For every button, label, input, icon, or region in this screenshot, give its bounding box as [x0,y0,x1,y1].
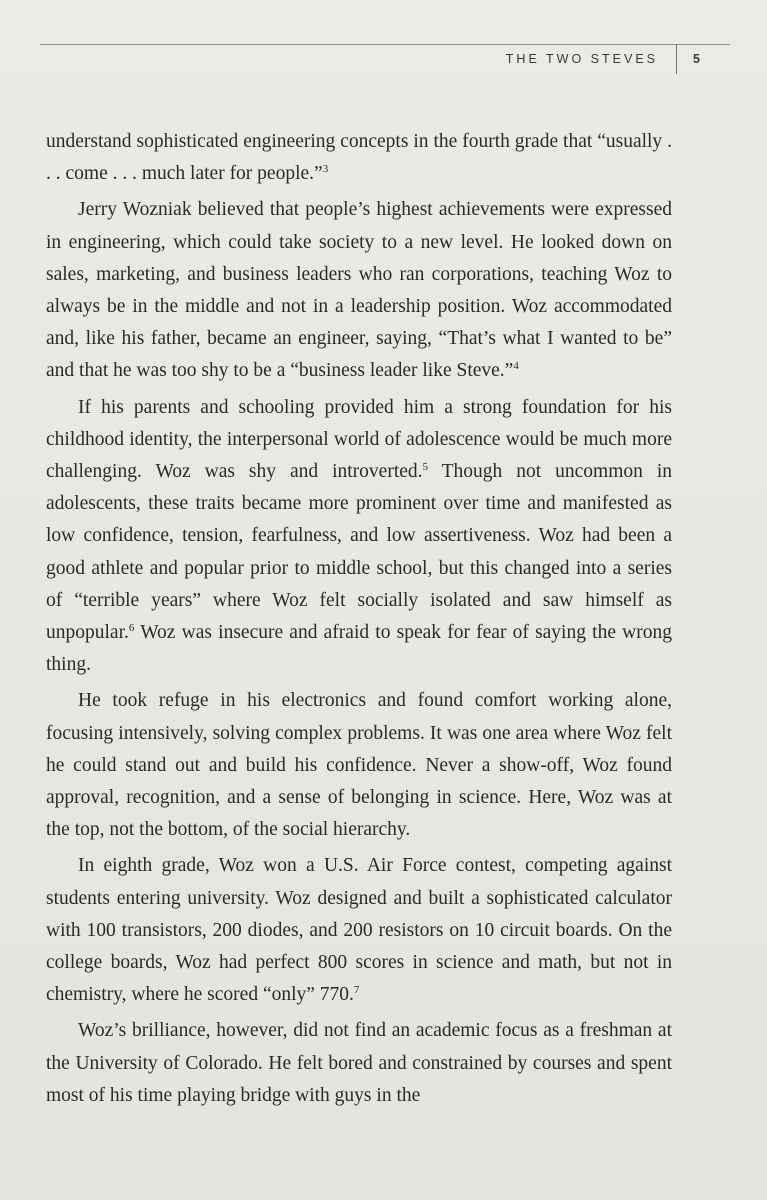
paragraph-4 [46,685,672,846]
footnote-ref[interactable]: 3 [322,163,329,176]
paragraph-text: In eighth grade, Woz won a U.S. Air Force contest, competing against students entering university. Woz designed and built a sophisticated calculator with 100 transistors, 200 diodes, and 200 resistors on 10 circuit boards. On the college boards, Woz had perfect 800 scores in science and math, but not in chemistry, where he scored “only” 770. [46,855,672,1006]
paragraph-3 [46,392,672,682]
paragraph-2 [46,194,672,387]
header-rule [40,44,730,45]
paragraph-1 [46,126,672,190]
paragraph-text: He took refuge in his electronics and found comfort working alone, focusing intensively, solving complex problems. It was one area where Woz felt he could stand out and build his confidence. Never a show-off, Woz found approval, recognition, and a sense of belonging in science. Here, Woz was at the top, not the bottom, of the social hierarchy. [46,690,672,841]
running-head: THE TWO STEVES [505,52,658,66]
page-number: 5 [693,52,700,66]
paragraph-text: Woz was insecure and afraid to speak for fear of saying the wrong thing. [46,622,672,676]
paragraph-5 [46,850,672,1011]
paragraph-text: Jerry Wozniak believed that people’s highest achievements were expressed in engineering, which could take society to a new level. He looked down on sales, marketing, and business leaders who ran corporations, teaching Woz to always be in the middle and not in a leadership position. Woz accommodated and, like his father, became an engineer, saying, “That’s what I wanted to be” and that he was too shy to be a “business leader like Steve.” [46,199,672,382]
paragraph-text: understand sophisticated engineering concepts in the fourth grade that “usually . . . come . . . much later for people.” [46,131,672,185]
paragraph-text: If his parents and schooling provided him a strong foundation for his childhood identity, the interpersonal world of adolescence would be much more challenging. Woz was shy and introverted. [46,396,672,483]
footnote-ref[interactable]: 5 [422,461,429,474]
footnote-ref[interactable]: 7 [353,984,360,997]
paragraph-6 [46,1015,672,1112]
body-text [46,126,672,1116]
footnote-ref[interactable]: 4 [513,360,519,373]
paragraph-text: Though not uncommon in adolescents, these traits became more prominent over time and manifested as low confidence, tension, fearfulness, and low assertiveness. Woz had been a good athlete and popular prior to middle school, but this changed into a series of “terrible years” where Woz felt socially isolated and saw himself as unpopular. [46,461,672,644]
footnote-ref[interactable]: 6 [128,622,135,635]
paragraph-text: Woz’s brilliance, however, did not find an academic focus as a freshman at the University of Colorado. He felt bored and constrained by courses and spent most of his time playing bridge with guys in the [46,1020,672,1106]
header-divider [676,44,677,74]
